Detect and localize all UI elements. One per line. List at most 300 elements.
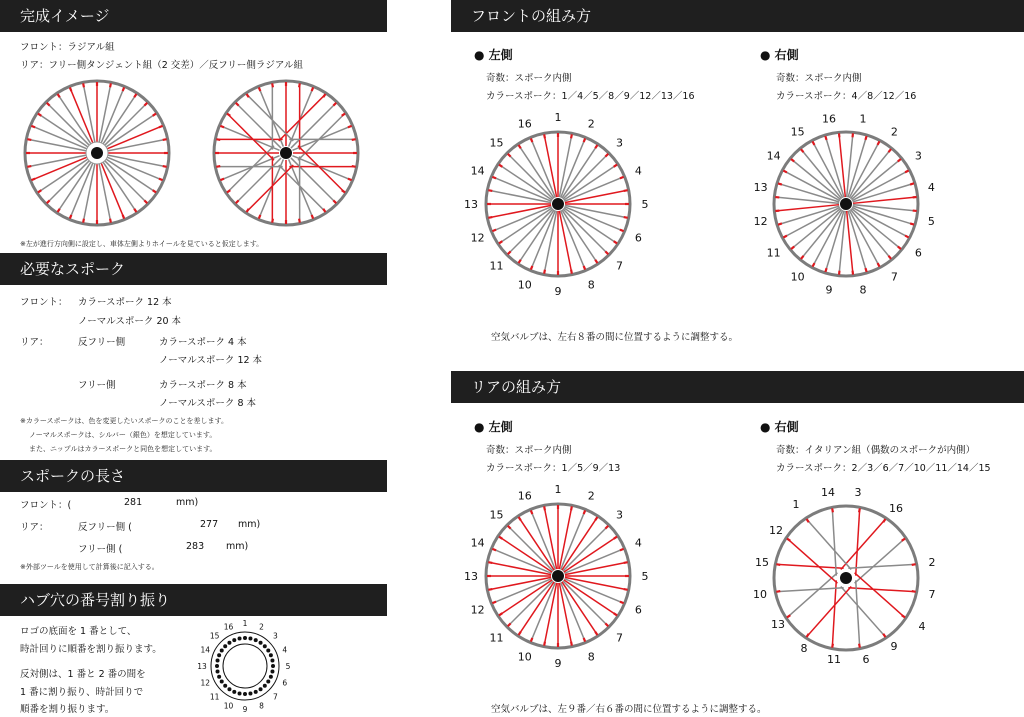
nipple: [624, 217, 628, 218]
nipple: [499, 613, 502, 615]
hub-hole-number: 14: [200, 645, 211, 655]
needed-front-color: カラースポーク 12 本: [78, 297, 172, 308]
nipple: [620, 230, 624, 232]
nipple: [492, 177, 496, 179]
nipple: [807, 519, 809, 522]
spoke-number-label: 10: [753, 588, 767, 601]
spoke: [826, 211, 844, 271]
nipple: [620, 549, 624, 551]
rear-left-heading: ● 左側: [474, 420, 513, 434]
length-rear-nonfree-unit: mm): [238, 519, 261, 530]
nipple: [519, 260, 521, 263]
nipple: [163, 166, 167, 167]
nipple: [499, 537, 502, 539]
spoke-number-label: 7: [928, 588, 936, 601]
spoke-number-label: 1: [792, 498, 800, 511]
spoke: [853, 205, 916, 211]
spoke-number-label: 13: [753, 181, 768, 195]
hub-hole-number: 9: [242, 705, 248, 714]
nipple: [83, 219, 84, 223]
hub: [91, 147, 103, 159]
needed-note-2: ノーマルスポークは、シルバー（銀色）を想定しています。: [29, 431, 217, 439]
nipple: [488, 589, 492, 590]
hub-hole-diagram: [190, 618, 300, 714]
nipple: [584, 638, 586, 642]
spoke-number-label: 3: [914, 149, 922, 163]
hub-hole: [227, 641, 231, 645]
nipple: [620, 177, 624, 179]
spoke-number-label: 2: [587, 489, 595, 503]
spoke-number-label: 14: [821, 486, 835, 499]
spoke: [848, 564, 914, 568]
spoke: [847, 134, 853, 197]
spoke-number-label: 15: [489, 508, 504, 522]
spoke: [565, 205, 627, 217]
spoke: [856, 580, 860, 646]
hub-hole: [232, 638, 236, 642]
nipple: [227, 190, 230, 192]
hub-hole: [271, 664, 275, 668]
hub-hole-number: 1: [242, 619, 248, 628]
spoke-number-label: 6: [634, 231, 642, 245]
spoke-number-label: 12: [769, 524, 783, 537]
nipple: [878, 141, 880, 145]
nipple: [259, 215, 261, 219]
hub-hole: [269, 653, 273, 657]
hub-hole: [238, 691, 242, 695]
nipple: [614, 537, 617, 539]
nipple: [614, 241, 617, 243]
spoke-number-label: 7: [890, 270, 898, 284]
nipple: [624, 190, 628, 191]
spoke-number-label: 1: [554, 111, 562, 124]
spoke-number-label: 10: [517, 278, 532, 292]
hub-hole: [243, 692, 247, 696]
nipple: [595, 632, 597, 635]
needed-front-normal: ノーマルスポーク 20 本: [78, 316, 182, 327]
nipple: [519, 632, 521, 635]
hub: [280, 147, 292, 159]
hub-hole-number: 4: [282, 645, 288, 655]
hub-hole-number: 7: [273, 692, 278, 702]
nipple: [888, 149, 891, 152]
hub-inner-ring: [223, 644, 267, 688]
hub-hole: [263, 684, 267, 688]
needed-rear-nonfree-color: カラースポーク 4 本: [159, 337, 247, 348]
nipple: [492, 602, 496, 604]
spoke: [544, 583, 556, 645]
nipple: [614, 613, 617, 615]
front-right-wheel: [753, 110, 936, 297]
nipple: [123, 87, 125, 91]
nipple: [832, 644, 833, 648]
nipple: [531, 638, 533, 642]
nipple: [905, 236, 909, 238]
length-rear-nonfree-label: 反フリー側 (: [78, 522, 132, 533]
nipple: [508, 526, 511, 529]
spoke: [779, 206, 839, 224]
spoke: [839, 211, 845, 274]
nipple: [571, 642, 572, 646]
hub-hole-number: 11: [209, 692, 220, 702]
nipple: [499, 241, 502, 243]
nipple: [159, 179, 163, 181]
nipple: [163, 139, 167, 140]
hub-hole: [266, 680, 270, 684]
spoke-number-label: 11: [489, 631, 504, 645]
hub-hole: [220, 680, 224, 684]
hub-hole-number: 8: [259, 701, 264, 711]
needed-rear-free-normal: ノーマルスポーク 8 本: [159, 398, 257, 409]
spoke: [489, 190, 551, 202]
hub-hole: [216, 659, 220, 663]
nipple: [488, 217, 492, 218]
hub-hole: [216, 669, 220, 673]
nipple: [488, 190, 492, 191]
spoke-number-label: 13: [771, 618, 785, 631]
spoke-number-label: 9: [890, 640, 898, 653]
nipple: [492, 230, 496, 232]
complete-front-wheel: [20, 76, 180, 236]
nipple: [508, 251, 511, 254]
nipple: [236, 103, 239, 106]
nipple: [348, 179, 352, 181]
spoke-number-label: 6: [862, 653, 870, 666]
spoke: [544, 211, 556, 273]
hub: [552, 198, 564, 210]
spoke: [104, 154, 166, 166]
rear-right-odd: 奇数：イタリアン組（偶数のスポークが内側）: [776, 445, 976, 456]
complete-front-line: フロント：ラジアル組: [20, 42, 115, 53]
hub-hole-number: 16: [223, 622, 234, 632]
spoke: [559, 211, 571, 273]
nipple: [312, 87, 314, 91]
spoke-number-label: 14: [470, 536, 485, 550]
spoke: [83, 160, 95, 222]
nipple: [605, 154, 608, 157]
nipple: [247, 94, 249, 97]
nipple: [813, 263, 815, 267]
length-front-unit: mm): [176, 497, 199, 508]
nipple: [825, 136, 826, 140]
hub-hole: [270, 659, 274, 663]
hub-hole: [248, 691, 252, 695]
length-rear-label: リア：: [20, 522, 49, 533]
spoke: [565, 190, 627, 202]
spoke-number-label: 14: [470, 164, 485, 178]
nipple: [544, 134, 545, 138]
nipple: [531, 138, 533, 142]
spoke-number-label: 4: [634, 536, 642, 550]
nipple: [783, 236, 787, 238]
spoke-number-label: 16: [517, 489, 532, 503]
nipple: [544, 270, 545, 274]
nipple: [544, 642, 545, 646]
nipple: [58, 94, 60, 97]
nipple: [571, 270, 572, 274]
nipple: [791, 247, 794, 250]
nipple: [123, 215, 125, 219]
spoke-number-label: 7: [616, 259, 624, 273]
spoke-number-label: 4: [927, 181, 935, 195]
nipple: [624, 562, 628, 563]
nipple: [110, 219, 111, 223]
hub-hole: [227, 687, 231, 691]
complete-image-header: 完成イメージ: [0, 0, 387, 32]
spoke-number-label: 11: [827, 653, 841, 666]
spoke-number-label: 13: [464, 198, 478, 211]
nipple: [807, 634, 809, 637]
front-right-odd: 奇数：スポーク内側: [776, 73, 862, 84]
length-rear-free-label: フリー側 (: [78, 544, 123, 555]
spoke: [847, 211, 853, 274]
nipple: [134, 94, 136, 97]
nipple: [27, 139, 31, 140]
spoke-number-label: 6: [914, 246, 922, 260]
spoke: [489, 577, 551, 589]
length-rear-free-value[interactable]: 283: [186, 541, 205, 552]
nipple: [571, 506, 572, 510]
nipple: [323, 94, 325, 97]
nipple: [216, 166, 220, 167]
nipple: [571, 134, 572, 138]
nipple: [159, 126, 163, 128]
front-right-colored: カラースポーク：4／8／12／16: [776, 91, 917, 102]
nipple: [299, 219, 300, 223]
nipple: [531, 510, 533, 514]
nipple: [519, 145, 521, 148]
nipple: [216, 139, 220, 140]
hub-text-4: 1 番に割り振り、時計回りで: [20, 687, 144, 698]
nipple: [220, 126, 224, 128]
nipple: [508, 623, 511, 626]
nipple: [312, 215, 314, 219]
spoke-number-label: 15: [489, 136, 504, 150]
nipple: [776, 591, 780, 592]
spoke: [565, 577, 627, 589]
hub-hole-number: 5: [285, 662, 291, 671]
nipple: [898, 246, 901, 249]
spoke: [776, 197, 839, 203]
front-build-header: フロントの組み方: [451, 0, 1024, 32]
nipple: [299, 83, 300, 87]
hub-hole: [238, 637, 242, 641]
nipple: [902, 615, 905, 617]
hub-hole: [223, 684, 227, 688]
nipple: [595, 260, 597, 263]
front-left-wheel: [464, 110, 650, 298]
nipple: [910, 183, 914, 184]
hub-hole: [232, 690, 236, 694]
hub-hole-number: 3: [273, 631, 278, 641]
nipple: [859, 644, 860, 648]
nipple: [584, 266, 586, 270]
spoke: [832, 580, 836, 646]
spoke-number-label: 1: [859, 112, 867, 126]
spoke: [83, 84, 95, 146]
nipple: [859, 508, 860, 512]
front-left-colored: カラースポーク：1／4／5／8／9／12／13／16: [486, 91, 695, 102]
nipple: [883, 519, 885, 522]
nipple: [83, 83, 84, 87]
spoke-number-label: 13: [464, 570, 478, 583]
spoke: [853, 206, 913, 224]
hub-hole-number: 15: [209, 631, 220, 641]
length-rear-free-unit: mm): [226, 541, 249, 552]
spoke-number-label: 8: [587, 278, 595, 292]
spoke-number-label: 11: [766, 246, 781, 260]
nipple: [47, 103, 50, 106]
nipple: [272, 219, 273, 223]
spoke-number-label: 3: [854, 486, 862, 499]
needed-note-1: ※カラースポークは、色を変更したいスポークのことを差します。: [20, 417, 228, 425]
nipple: [584, 138, 586, 142]
spoke: [848, 211, 866, 271]
nipple: [787, 539, 790, 541]
hub-text-2: 時計回りに順番を割り振ります。: [20, 644, 162, 655]
spoke-number-label: 3: [616, 508, 624, 522]
spoke: [848, 137, 866, 197]
hub-hole: [270, 669, 274, 673]
spoke: [853, 184, 913, 202]
nipple: [352, 139, 356, 140]
nipple: [801, 256, 804, 259]
nipple: [912, 591, 916, 592]
nipple: [531, 266, 533, 270]
front-right-heading: ● 右側: [760, 48, 799, 62]
nipple: [544, 506, 545, 510]
nipple: [488, 562, 492, 563]
rear-build-header: リアの組み方: [451, 371, 1024, 403]
hub-hole: [263, 644, 267, 648]
nipple: [247, 209, 249, 212]
spoke-number-label: 15: [790, 125, 805, 139]
spoke-number-label: 16: [889, 502, 903, 515]
needed-rear-nonfree-normal: ノーマルスポーク 12 本: [159, 355, 263, 366]
spoke-number-label: 12: [470, 231, 485, 245]
nipple: [38, 190, 41, 192]
hub-hole: [223, 644, 227, 648]
spoke: [777, 564, 843, 568]
rear-right-colored: カラースポーク：2／3／6／7／10／11／14／15: [776, 463, 991, 474]
front-left-odd: 奇数：スポーク内側: [486, 73, 572, 84]
spoke-number-label: 1: [554, 483, 562, 496]
hub-hole: [266, 648, 270, 652]
spoke: [779, 184, 839, 202]
nipple: [227, 114, 230, 116]
spoke-number-label: 7: [616, 631, 624, 645]
spoke-number-label: 12: [753, 214, 768, 228]
spoke: [104, 139, 166, 151]
nipple: [902, 539, 905, 541]
nipple: [220, 179, 224, 181]
front-valve-note: 空気バルブは、左右８番の間に位置するように調整する。: [491, 332, 739, 343]
hub-hole: [259, 687, 263, 691]
spoke: [544, 135, 556, 197]
hub-hole-number: 6: [282, 678, 288, 688]
nipple: [605, 251, 608, 254]
nipple: [776, 564, 780, 565]
nipple: [38, 114, 41, 116]
spoke-number-label: 6: [634, 603, 642, 617]
nipple: [508, 154, 511, 157]
hub-hole: [254, 638, 258, 642]
spoke-number-label: 5: [641, 570, 649, 583]
nipple: [584, 510, 586, 514]
nipple: [905, 171, 909, 173]
length-front-value[interactable]: 281: [124, 497, 143, 508]
needed-rear-label: リア：: [20, 337, 49, 348]
spoke-number-label: 9: [554, 285, 562, 298]
hub-hole-number: 10: [223, 701, 234, 711]
nipple: [58, 209, 60, 212]
length-rear-nonfree-value[interactable]: 277: [200, 519, 219, 530]
spoke-number-label: 9: [825, 283, 833, 297]
spoke-number-label: 12: [470, 603, 485, 617]
length-note: ※外部ツールを使用して計算後に記入する。: [20, 563, 159, 571]
rear-valve-note: 空気バルブは、左９番／右６番の間に位置するように調整する。: [491, 704, 767, 715]
nipple: [110, 83, 111, 87]
spoke: [848, 588, 914, 592]
nipple: [323, 209, 325, 212]
rear-right-heading: ● 右側: [760, 420, 799, 434]
spoke-number-label: 8: [800, 642, 808, 655]
spoke-number-label: 2: [587, 117, 595, 131]
spoke-length-header: スポークの長さ: [0, 460, 387, 492]
nipple: [614, 165, 617, 167]
hub-hole: [215, 664, 219, 668]
spoke-number-label: 8: [859, 283, 867, 297]
nipple: [342, 114, 345, 116]
hub-hole-number: 13: [197, 662, 207, 671]
spoke-number-label: 16: [822, 112, 837, 126]
spoke: [565, 562, 627, 574]
length-front-label: フロント：(: [20, 500, 72, 511]
nipple: [31, 179, 35, 181]
nipple: [47, 200, 50, 203]
hub-hole-number: 2: [259, 622, 264, 632]
spoke: [28, 154, 90, 166]
spoke: [776, 205, 839, 211]
hub-hole: [259, 641, 263, 645]
complete-note: ※左が進行方向側に設定し、車体左側よりホイールを見ていると仮定します。: [20, 240, 264, 248]
hub-hole: [248, 637, 252, 641]
needed-rear-free-color: カラースポーク 8 本: [159, 380, 247, 391]
needed-rear-free-label: フリー側: [78, 380, 116, 391]
nipple: [27, 166, 31, 167]
hub: [840, 572, 852, 584]
hub-hole-number: 12: [200, 678, 211, 688]
nipple: [272, 83, 273, 87]
nipple: [352, 166, 356, 167]
nipple: [883, 634, 885, 637]
nipple: [492, 549, 496, 551]
hub-hole: [269, 675, 273, 679]
nipple: [31, 126, 35, 128]
nipple: [348, 126, 352, 128]
hub: [552, 570, 564, 582]
nipple: [813, 141, 815, 145]
hub-hole: [220, 648, 224, 652]
nipple: [333, 103, 336, 106]
hub-text-1: ロゴの底面を 1 番として、: [20, 626, 137, 637]
needed-note-3: また、ニップルはカラースポークと同色を想定しています。: [29, 445, 217, 453]
nipple: [865, 136, 866, 140]
nipple: [898, 159, 901, 162]
nipple: [783, 171, 787, 173]
spoke-number-label: 4: [918, 620, 926, 633]
hub-hole: [243, 636, 247, 640]
